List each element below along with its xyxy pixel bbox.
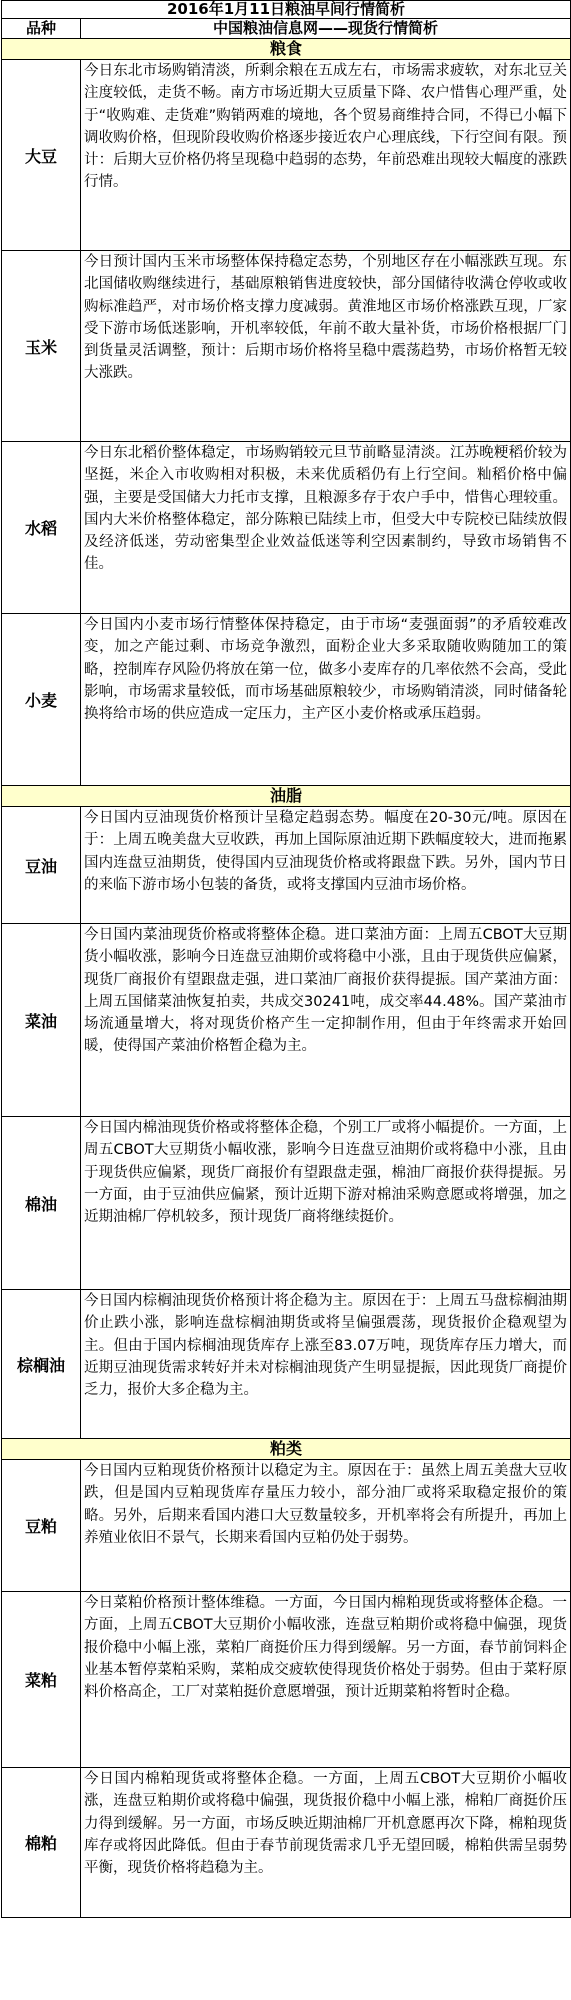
commodity-row (2, 924, 571, 1117)
commodity-analysis: 今日菜粕价格预计整体维稳。一方面，今日国内棉粕现货或将整体企稳。一方面，上周五CBOT大豆期价小幅收涨，连盘豆粕期价或将稳中偏强，现货报价稳中小幅上涨，菜粕厂商挺价压力得到缓解。另一方面，春节前饲料企业基本暂停菜粕采购，菜粕成交疲软使得现货价格处于弱势。但由于菜籽原料价格高企，工厂对菜粕挺价意愿增强，预计近期菜粕将暂时企稳。 (81, 1592, 571, 1768)
commodity-row (2, 807, 571, 924)
commodity-analysis: 今日国内豆油现货价格预计呈稳定趋弱态势。幅度在20-30元/吨。原因在于：上周五晚美盘大豆收跌，再加上国际原油近期下跌幅度较大，进而拖累国内连盘豆油期货，使得国内豆油现货价格或将跟盘下跌。另外，国内节日的来临下游市场小包装的备货，或将支撑国内豆油市场价格。 (81, 807, 571, 924)
commodity-row (2, 1592, 571, 1768)
section-row (2, 39, 571, 60)
commodity-analysis: 今日国内棉油现货价格或将整体企稳，个别工厂或将小幅提价。一方面，上周五CBOT大豆期货小幅收涨，影响今日连盘豆油期价或将稳中小涨，且由于现货供应偏紧，现货厂商报价有望跟盘走强，棉油厂商报价获得提振。另一方面，由于豆油供应偏紧，预计近期下游对棉油采购意愿或将增强，加之近期油棉厂停机较多，预计现货厂商将继续挺价。 (81, 1117, 571, 1290)
commodity-row (2, 1290, 571, 1439)
section-row (2, 786, 571, 807)
section-oils: 油脂 (2, 786, 571, 807)
commodity-name: 棉粕 (2, 1768, 81, 1918)
title-row (2, 1, 571, 19)
commodity-row (2, 1117, 571, 1290)
commodity-name: 棕榈油 (2, 1290, 81, 1439)
commodity-analysis: 今日国内小麦市场行情整体保持稳定，由于市场“麦强面弱”的矛盾较难改变，加之产能过剩、市场竞争激烈，面粉企业大多采取随收购随加工的策略，控制库存风险仍将放在第一位，做多小麦库存的几率依然不会高，受此影响，市场需求量较低，而市场基础原粮较少，市场购销清淡，同时储备轮换将给市场的供应造成一定压力，主产区小麦价格或承压趋弱。 (81, 614, 571, 786)
commodity-row (2, 614, 571, 786)
commodity-row (2, 1460, 571, 1592)
commodity-analysis: 今日国内豆粕现货价格预计以稳定为主。原因在于：虽然上周五美盘大豆收跌，但是国内豆粕现货库存量压力较小，部分油厂或将采取稳定报价的策略。另外，后期来看国内港口大豆数量较多，开机率将会有所提升，再加上养殖业依旧不景气，长期来看国内豆粕仍处于弱势。 (81, 1460, 571, 1592)
commodity-name: 菜粕 (2, 1592, 81, 1768)
commodity-name: 水稻 (2, 442, 81, 614)
header-variety: 品种 (2, 19, 81, 39)
commodity-analysis: 今日东北稻价整体稳定，市场购销较元旦节前略显清淡。江苏晚粳稻价较为坚挺，米企入市收购相对积极，未来优质稻仍有上行空间。籼稻价格中偏强，主要是受国储大力托市支撑，且粮源多存于农户手中，惜售心理较重。国内大米价格整体稳定，部分陈粮已陆续上市，但受大中专院校已陆续放假及经济低迷，劳动密集型企业效益低迷等利空因素制约，导致市场销售不佳。 (81, 442, 571, 614)
commodity-name: 豆粕 (2, 1460, 81, 1592)
commodity-name: 小麦 (2, 614, 81, 786)
commodity-analysis: 今日东北市场购销清淡，所剩余粮在五成左右，市场需求疲软，对东北豆关注度较低，走货不畅。南方市场近期大豆质量下降、农户惜售心理严重，处于“收购难、走货难”购销两难的境地，各个贸易商维持合同，不得已小幅下调收购价格，但现阶段收购价格逐步接近农户心理底线，下行空间有限。预计：后期大豆价格仍将呈现稳中趋弱的态势，年前恐难出现较大幅度的涨跌行情。 (81, 60, 571, 251)
commodity-analysis: 今日国内棕榈油现货价格预计将企稳为主。原因在于：上周五马盘棕榈油期价止跌小涨，影响连盘棕榈油期货或将呈偏强震荡，现货报价企稳观望为主。但由于国内棕榈油现货库存上涨至83.07万吨，现货库存压力增大，而近期豆油现货需求转好并未对棕榈油现货产生明显提振，因此现货厂商提价乏力，报价大多企稳为主。 (81, 1290, 571, 1439)
market-report-table (1, 0, 571, 1918)
commodity-row (2, 442, 571, 614)
header-content: 中国粮油信息网——现货行情简析 (81, 19, 571, 39)
report-title: 2016年1月11日粮油早间行情简析 (2, 1, 571, 19)
commodity-analysis: 今日国内菜油现货价格或将整体企稳。进口菜油方面：上周五CBOT大豆期货小幅收涨，影响今日连盘豆油期价或将稳中小涨，且由于现货供应偏紧，现货厂商报价有望跟盘走强，进口菜油厂商报价获得提振。国产菜油方面：上周五国储菜油恢复拍卖，共成交30241吨，成交率44.48%。国产菜油市场流通量增大，将对现货价格产生一定抑制作用，但由于年终需求开始回暖，使得国产菜油价格暂企稳为主。 (81, 924, 571, 1117)
section-row (2, 1439, 571, 1460)
commodity-row (2, 251, 571, 442)
section-meals: 粕类 (2, 1439, 571, 1460)
commodity-analysis: 今日预计国内玉米市场整体保持稳定态势，个别地区存在小幅涨跌互现。东北国储收购继续进行，基础原粮销售进度较快，部分国储待收满仓停收或收购标准趋严，对市场价格支撑力度减弱。黄淮地区市场价格涨跌互现，厂家受下游市场低迷影响，开机率较低，年前不敢大量补货，市场价格根据厂门到货量灵活调整，预计：后期市场价格将呈稳中震荡趋势，市场价格暂无较大涨跌。 (81, 251, 571, 442)
header-row (2, 19, 571, 39)
commodity-row (2, 1768, 571, 1918)
commodity-row (2, 60, 571, 251)
commodity-name: 菜油 (2, 924, 81, 1117)
commodity-name: 棉油 (2, 1117, 81, 1290)
commodity-name: 豆油 (2, 807, 81, 924)
section-grain: 粮食 (2, 39, 571, 60)
commodity-name: 玉米 (2, 251, 81, 442)
commodity-name: 大豆 (2, 60, 81, 251)
commodity-analysis: 今日国内棉粕现货或将整体企稳。一方面，上周五CBOT大豆期价小幅收涨，连盘豆粕期价或将稳中偏强，现货报价稳中小幅上涨，棉粕厂商挺价压力得到缓解。另一方面，市场反映近期油棉厂开机意愿再次下降，棉粕现货库存或将因此降低。但由于春节前现货需求几乎无望回暖，棉粕供需呈弱势平衡，现货价格将趋稳为主。 (81, 1768, 571, 1918)
